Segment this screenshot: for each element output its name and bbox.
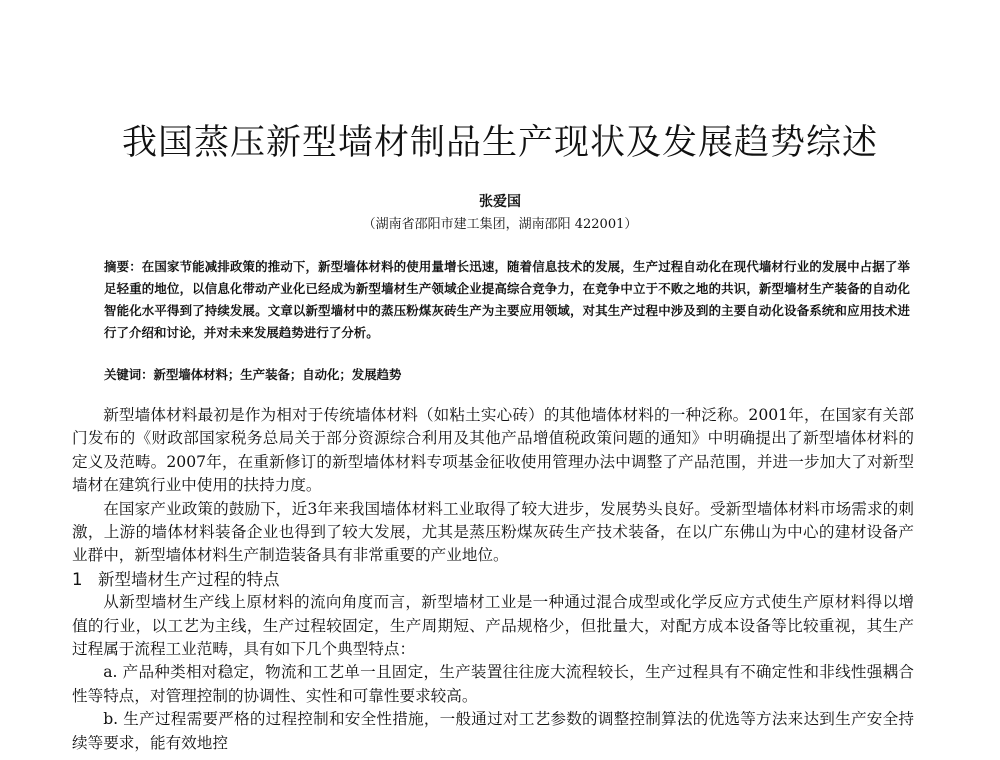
body-paragraph: 新型墙体材料最初是作为相对于传统墙体材料（如粘土实心砖）的其他墙体材料的一种泛称。2001年，在国家有关部门发布的《财政部国家税务总局关于部分资源综合利用及其他产品增值税政策问题的通知》中明确提出了新型墙体材料的定义及范畴。2007年，在重新修订的新型墙体材料专项基金征收使用管理办法中调整了产品范围，并进一步加大了对新型墙材在建筑行业中使用的扶持力度。 [72, 406, 914, 495]
section-number: 1 [72, 569, 83, 589]
author-name: 张爱国 [479, 194, 521, 210]
body-paragraph: 从新型墙材生产线上原材料的流向角度而言，新型墙材工业是一种通过混合成型或化学反应方式使生产原材料得以增值的行业，以工艺为主线，生产过程较固定，生产周期短、产品规格少，但批量大，对配方成本设备等比较重视，其生产过程属于流程工业范畴，具有如下几个典型特点： [72, 593, 914, 659]
body-paragraph: b. 生产过程需要严格的过程控制和安全性措施，一般通过对工艺参数的调整控制算法的优选等方法来达到生产安全持续等要求，能有效地控 [72, 710, 914, 752]
abstract: 摘要：在国家节能减排政策的推动下，新型墙体材料的使用量增长迅速，随着信息技术的发展，生产过程自动化在现代墙材行业的发展中占据了举足轻重的地位，以信息化带动产业化已经成为新型墙材生产领域企业提高综合竞争力，在竞争中立于不败之地的共识，新型墙材生产装备的自动化智能化水平得到了持续发展。文章以新型墙材中的蒸压粉煤灰砖生产为主要应用领域，对其生产过程中涉及到的主要自动化设备系统和应用技术进行了介绍和讨论，并对未来发展趋势进行了分析。 [104, 259, 910, 340]
section-heading [72, 568, 914, 591]
body-text [72, 404, 914, 755]
keywords: 关键词：新型墙体材料；生产装备；自动化；发展趋势 [104, 367, 402, 382]
section-title: 新型墙材生产过程的特点 [98, 569, 280, 589]
author-affiliation: （湖南省邵阳市建工集团，湖南邵阳 422001） [362, 217, 638, 232]
paper-title: 我国蒸压新型墙材制品生产现状及发展趋势综述 [121, 123, 878, 163]
body-paragraph: a. 产品种类相对稳定，物流和工艺单一且固定，生产装置往往庞大流程较长，生产过程具有不确定性和非线性强耦合性等特点，对管理控制的协调性、实性和可靠性要求较高。 [72, 663, 914, 705]
body-paragraph: 在国家产业政策的鼓励下，近3年来我国墙体材料工业取得了较大进步，发展势头良好。受新型墙体材料市场需求的刺激，上游的墙体材料装备企业也得到了较大发展，尤其是蒸压粉煤灰砖生产技术装备，在以广东佛山为中心的建材设备产业群中，新型墙体材料生产制造装备具有非常重要的产业地位。 [72, 499, 914, 565]
